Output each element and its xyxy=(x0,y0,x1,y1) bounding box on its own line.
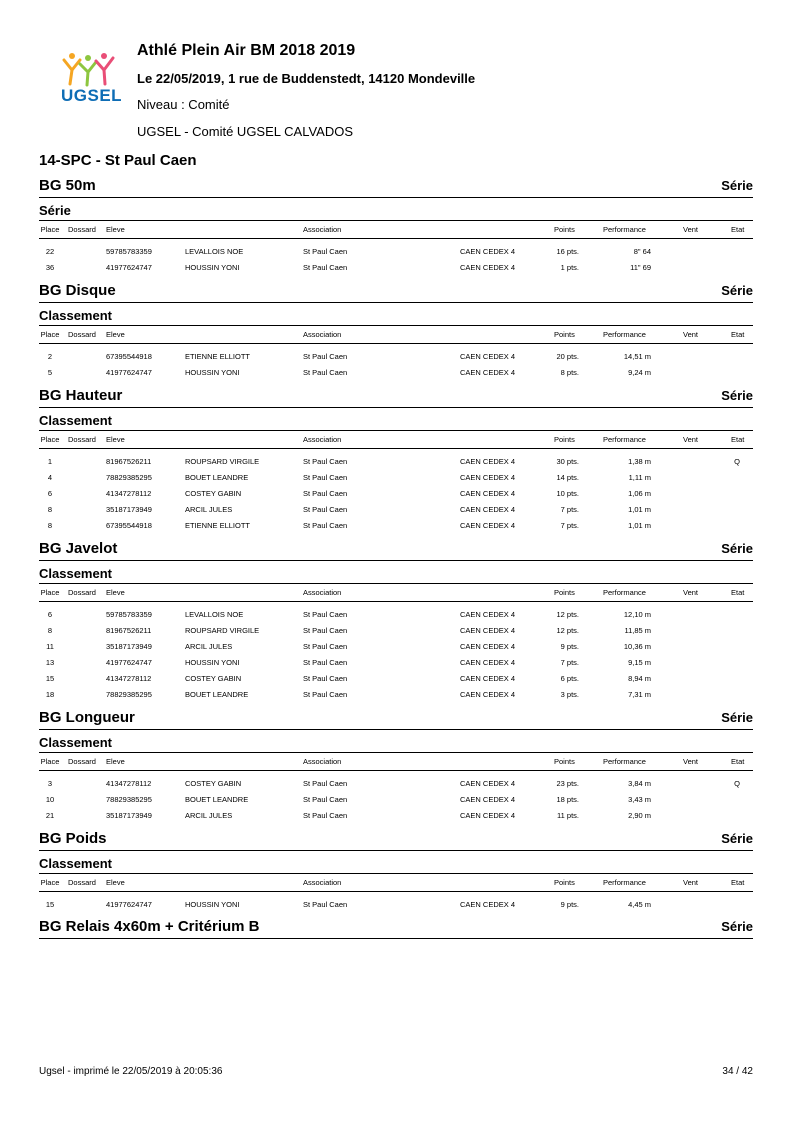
club-name: 14-SPC - St Paul Caen xyxy=(39,152,197,169)
event-type: Série xyxy=(721,283,753,298)
column-header-association: Association xyxy=(303,435,342,444)
points: 3 pts. xyxy=(560,690,579,699)
column-header-place: Place xyxy=(40,225,60,234)
place: 2 xyxy=(47,352,53,361)
event-type: Série xyxy=(721,831,753,846)
association: St Paul Caen xyxy=(303,795,348,804)
logo-text: UGSEL xyxy=(61,86,123,105)
column-header-association: Association xyxy=(303,757,342,766)
result-row xyxy=(39,672,753,688)
athlete-name: BOUET LEANDRE xyxy=(185,473,249,482)
city: CAEN CEDEX 4 xyxy=(460,263,516,272)
bib-number: 78829385295 xyxy=(106,473,152,482)
result-row xyxy=(39,898,753,914)
event-type: Série xyxy=(721,178,753,193)
performance: 9,24 m xyxy=(628,368,651,377)
city: CAEN CEDEX 4 xyxy=(460,900,516,909)
event-block xyxy=(39,829,753,914)
place: 15 xyxy=(45,900,55,909)
points: 14 pts. xyxy=(556,473,579,482)
place: 11 xyxy=(46,642,54,651)
column-headers xyxy=(39,221,753,239)
association: St Paul Caen xyxy=(303,247,348,256)
athlete-name: HOUSSIN YONI xyxy=(185,658,240,667)
city: CAEN CEDEX 4 xyxy=(460,489,516,498)
result-row xyxy=(39,261,753,277)
association: St Paul Caen xyxy=(303,610,348,619)
performance: 1,38 m xyxy=(628,457,651,466)
column-header-etat: Etat xyxy=(731,878,745,887)
event-title: BG Poids xyxy=(39,830,107,847)
bib-number: 41347278112 xyxy=(106,674,152,683)
column-header-association: Association xyxy=(303,878,342,887)
city: CAEN CEDEX 4 xyxy=(460,642,516,651)
city: CAEN CEDEX 4 xyxy=(460,811,516,820)
meeting-level: Niveau : Comité xyxy=(137,97,230,112)
athlete-name: BOUET LEANDRE xyxy=(185,795,249,804)
athlete-name: COSTEY GABIN xyxy=(185,489,242,498)
event-header xyxy=(39,708,753,730)
result-row xyxy=(39,366,753,382)
results-table xyxy=(39,449,753,535)
points: 11 pts. xyxy=(557,811,579,820)
association: St Paul Caen xyxy=(303,489,348,498)
event-header xyxy=(39,917,753,939)
city: CAEN CEDEX 4 xyxy=(460,247,516,256)
athlete-name: LEVALLOIS NOE xyxy=(185,610,244,619)
column-header-eleve: Eleve xyxy=(106,435,125,444)
event-header xyxy=(39,386,753,408)
event-section xyxy=(39,201,753,221)
column-headers xyxy=(39,753,753,771)
points: 9 pts. xyxy=(560,642,579,651)
athlete-name: BOUET LEANDRE xyxy=(185,690,249,699)
points: 12 pts. xyxy=(556,610,579,619)
meeting-committee: UGSEL - Comité UGSEL CALVADOS xyxy=(137,124,354,139)
section-title: Classement xyxy=(39,856,112,871)
association: St Paul Caen xyxy=(303,457,348,466)
column-header-performance: Performance xyxy=(603,225,646,234)
performance: 11" 69 xyxy=(630,263,651,272)
event-section xyxy=(39,733,753,753)
city: CAEN CEDEX 4 xyxy=(460,368,516,377)
event-block xyxy=(39,281,753,382)
event-section xyxy=(39,306,753,326)
points: 16 pts. xyxy=(556,247,579,256)
event-block xyxy=(39,708,753,825)
performance: 10,36 m xyxy=(623,642,651,651)
association: St Paul Caen xyxy=(303,263,348,272)
city: CAEN CEDEX 4 xyxy=(460,674,516,683)
result-row xyxy=(39,245,753,261)
event-header xyxy=(39,176,753,198)
association: St Paul Caen xyxy=(303,368,348,377)
association: St Paul Caen xyxy=(303,473,348,482)
column-header-vent: Vent xyxy=(683,588,699,597)
column-header-etat: Etat xyxy=(731,330,745,339)
place: 36 xyxy=(45,263,55,272)
place: 6 xyxy=(47,610,53,619)
status: Q xyxy=(734,457,740,466)
performance: 1,01 m xyxy=(628,505,651,514)
bib-number: 41977624747 xyxy=(106,900,152,909)
performance: 1,01 m xyxy=(628,521,651,530)
bib-number: 41977624747 xyxy=(106,368,152,377)
column-header-vent: Vent xyxy=(683,878,699,887)
column-header-vent: Vent xyxy=(683,435,699,444)
event-title: BG Javelot xyxy=(39,540,118,557)
column-header-eleve: Eleve xyxy=(106,330,125,339)
status: Q xyxy=(734,779,740,788)
event-header xyxy=(39,539,753,561)
results-table xyxy=(39,239,753,277)
event-type: Série xyxy=(721,919,753,934)
column-header-points: Points xyxy=(554,225,575,234)
event-block xyxy=(39,539,753,704)
column-header-points: Points xyxy=(554,757,575,766)
column-header-performance: Performance xyxy=(603,330,646,339)
column-header-points: Points xyxy=(554,330,575,339)
column-header-vent: Vent xyxy=(683,330,699,339)
athlete-name: COSTEY GABIN xyxy=(185,674,242,683)
bib-number: 78829385295 xyxy=(106,690,152,699)
bib-number: 41347278112 xyxy=(106,489,152,498)
column-header-dossard: Dossard xyxy=(68,757,96,766)
points: 9 pts. xyxy=(560,900,579,909)
city: CAEN CEDEX 4 xyxy=(460,505,516,514)
place: 15 xyxy=(45,674,55,683)
city: CAEN CEDEX 4 xyxy=(460,690,516,699)
association: St Paul Caen xyxy=(303,779,348,788)
bib-number: 35187173949 xyxy=(106,505,152,514)
association: St Paul Caen xyxy=(303,352,348,361)
athlete-name: ETIENNE ELLIOTT xyxy=(185,521,251,530)
column-header-place: Place xyxy=(40,330,60,339)
column-header-place: Place xyxy=(40,588,60,597)
points: 8 pts. xyxy=(560,368,579,377)
association: St Paul Caen xyxy=(303,900,348,909)
column-header-dossard: Dossard xyxy=(68,588,96,597)
points: 7 pts. xyxy=(560,521,579,530)
bib-number: 41977624747 xyxy=(106,263,152,272)
column-header-points: Points xyxy=(554,588,575,597)
event-title: BG Longueur xyxy=(39,709,135,726)
association: St Paul Caen xyxy=(303,674,348,683)
athlete-name: ROUPSARD VIRGILE xyxy=(185,457,260,466)
column-header-place: Place xyxy=(40,757,60,766)
bib-number: 41977624747 xyxy=(106,658,152,667)
result-row xyxy=(39,503,753,519)
result-row xyxy=(39,624,753,640)
column-headers xyxy=(39,326,753,344)
athlete-name: ARCIL JULES xyxy=(185,505,233,514)
bib-number: 67395544918 xyxy=(106,521,152,530)
footer-page-number: 34 / 42 xyxy=(722,1066,753,1077)
athlete-name: COSTEY GABIN xyxy=(185,779,242,788)
performance: 8,94 m xyxy=(628,674,651,683)
bib-number: 81967526211 xyxy=(106,457,152,466)
column-header-place: Place xyxy=(40,878,60,887)
athlete-name: ETIENNE ELLIOTT xyxy=(185,352,251,361)
athlete-name: ROUPSARD VIRGILE xyxy=(185,626,260,635)
performance: 7,31 m xyxy=(628,690,651,699)
column-header-association: Association xyxy=(303,588,342,597)
city: CAEN CEDEX 4 xyxy=(460,473,516,482)
place: 5 xyxy=(47,368,53,377)
section-title: Classement xyxy=(39,566,112,581)
performance: 1,11 m xyxy=(628,473,651,482)
event-title: BG Relais 4x60m + Critérium B xyxy=(39,918,260,935)
result-row xyxy=(39,809,753,825)
bib-number: 41347278112 xyxy=(106,779,152,788)
result-row xyxy=(39,688,753,704)
column-header-etat: Etat xyxy=(731,225,745,234)
athlete-name: HOUSSIN YONI xyxy=(185,368,240,377)
result-row xyxy=(39,471,753,487)
column-header-vent: Vent xyxy=(683,225,699,234)
association: St Paul Caen xyxy=(303,642,348,651)
event-section xyxy=(39,564,753,584)
column-header-performance: Performance xyxy=(603,435,646,444)
results-table xyxy=(39,344,753,382)
column-header-performance: Performance xyxy=(603,878,646,887)
result-row xyxy=(39,656,753,672)
results-table xyxy=(39,602,753,704)
athlete-name: ARCIL JULES xyxy=(185,642,233,651)
bib-number: 67395544918 xyxy=(106,352,152,361)
column-header-eleve: Eleve xyxy=(106,757,125,766)
footer-printed: Ugsel - imprimé le 22/05/2019 à 20:05:36 xyxy=(39,1066,223,1077)
column-header-dossard: Dossard xyxy=(68,225,96,234)
column-header-eleve: Eleve xyxy=(106,588,125,597)
event-section xyxy=(39,411,753,431)
bib-number: 81967526211 xyxy=(106,626,152,635)
column-header-points: Points xyxy=(554,878,575,887)
event-type: Série xyxy=(721,388,753,403)
points: 10 pts. xyxy=(556,489,579,498)
place: 8 xyxy=(47,521,53,530)
performance: 14,51 m xyxy=(623,352,651,361)
performance: 8" 64 xyxy=(633,247,651,256)
place: 21 xyxy=(45,811,55,820)
performance: 1,06 m xyxy=(628,489,651,498)
column-header-eleve: Eleve xyxy=(106,225,125,234)
place: 22 xyxy=(45,247,55,256)
city: CAEN CEDEX 4 xyxy=(460,352,516,361)
place: 4 xyxy=(47,473,53,482)
place: 3 xyxy=(47,779,53,788)
event-block xyxy=(39,386,753,535)
column-headers xyxy=(39,874,753,892)
meeting-title: Athlé Plein Air BM 2018 2019 xyxy=(137,42,356,59)
results-table xyxy=(39,892,753,914)
column-header-performance: Performance xyxy=(603,588,646,597)
points: 18 pts. xyxy=(556,795,579,804)
event-title: BG Disque xyxy=(39,282,116,299)
place: 13 xyxy=(45,658,55,667)
athlete-name: HOUSSIN YONI xyxy=(185,263,240,272)
athlete-name: ARCIL JULES xyxy=(185,811,233,820)
place: 8 xyxy=(47,626,53,635)
result-row xyxy=(39,777,753,793)
column-header-dossard: Dossard xyxy=(68,878,96,887)
city: CAEN CEDEX 4 xyxy=(460,779,516,788)
column-header-etat: Etat xyxy=(731,757,745,766)
performance: 9,15 m xyxy=(628,658,651,667)
results-table xyxy=(39,771,753,825)
result-row xyxy=(39,487,753,503)
performance: 3,84 m xyxy=(628,779,651,788)
place: 6 xyxy=(47,489,53,498)
event-block xyxy=(39,176,753,277)
column-header-place: Place xyxy=(40,435,60,444)
event-type: Série xyxy=(721,541,753,556)
association: St Paul Caen xyxy=(303,521,348,530)
place: 1 xyxy=(47,457,53,466)
association: St Paul Caen xyxy=(303,626,348,635)
event-title: BG 50m xyxy=(39,177,96,194)
section-title: Classement xyxy=(39,413,112,428)
association: St Paul Caen xyxy=(303,658,348,667)
performance: 11,85 m xyxy=(624,626,651,635)
bib-number: 59785783359 xyxy=(106,247,152,256)
city: CAEN CEDEX 4 xyxy=(460,521,516,530)
city: CAEN CEDEX 4 xyxy=(460,626,516,635)
event-section xyxy=(39,854,753,874)
column-headers xyxy=(39,584,753,602)
section-title: Classement xyxy=(39,308,112,323)
place: 8 xyxy=(47,505,53,514)
column-header-points: Points xyxy=(554,435,575,444)
points: 7 pts. xyxy=(560,658,579,667)
column-header-dossard: Dossard xyxy=(68,435,96,444)
place: 18 xyxy=(45,690,55,699)
points: 30 pts. xyxy=(556,457,579,466)
column-header-association: Association xyxy=(303,225,342,234)
points: 20 pts. xyxy=(556,352,579,361)
meeting-date-place: Le 22/05/2019, 1 rue de Buddenstedt, 14120 Mondeville xyxy=(137,71,476,86)
city: CAEN CEDEX 4 xyxy=(460,658,516,667)
event-title: BG Hauteur xyxy=(39,387,123,404)
association: St Paul Caen xyxy=(303,690,348,699)
performance: 4,45 m xyxy=(628,900,651,909)
performance: 12,10 m xyxy=(623,610,651,619)
association: St Paul Caen xyxy=(303,811,348,820)
points: 12 pts. xyxy=(556,626,579,635)
result-row xyxy=(39,608,753,624)
column-header-etat: Etat xyxy=(731,588,745,597)
result-row xyxy=(39,793,753,809)
athlete-name: HOUSSIN YONI xyxy=(185,900,240,909)
event-relay xyxy=(39,917,753,939)
ugsel-logo xyxy=(58,52,128,108)
column-header-eleve: Eleve xyxy=(106,878,125,887)
column-header-association: Association xyxy=(303,330,342,339)
column-headers xyxy=(39,431,753,449)
column-header-etat: Etat xyxy=(731,435,745,444)
result-row xyxy=(39,350,753,366)
section-title: Série xyxy=(39,203,71,218)
association: St Paul Caen xyxy=(303,505,348,514)
place: 10 xyxy=(45,795,55,804)
performance: 3,43 m xyxy=(628,795,651,804)
city: CAEN CEDEX 4 xyxy=(460,795,516,804)
column-header-dossard: Dossard xyxy=(68,330,96,339)
bib-number: 59785783359 xyxy=(106,610,152,619)
bib-number: 35187173949 xyxy=(106,811,152,820)
city: CAEN CEDEX 4 xyxy=(460,457,516,466)
athletes-logo-icon xyxy=(58,52,128,88)
points: 7 pts. xyxy=(560,505,579,514)
athlete-name: LEVALLOIS NOE xyxy=(185,247,244,256)
event-header xyxy=(39,281,753,303)
column-header-performance: Performance xyxy=(603,757,646,766)
bib-number: 78829385295 xyxy=(106,795,152,804)
result-row xyxy=(39,519,753,535)
bib-number: 35187173949 xyxy=(106,642,152,651)
points: 6 pts. xyxy=(560,674,579,683)
city: CAEN CEDEX 4 xyxy=(460,610,516,619)
result-row xyxy=(39,455,753,471)
result-row xyxy=(39,640,753,656)
event-header xyxy=(39,829,753,851)
points: 23 pts. xyxy=(556,779,579,788)
section-title: Classement xyxy=(39,735,112,750)
performance: 2,90 m xyxy=(628,811,651,820)
column-header-vent: Vent xyxy=(683,757,699,766)
event-type: Série xyxy=(721,710,753,725)
points: 1 pts. xyxy=(560,263,579,272)
